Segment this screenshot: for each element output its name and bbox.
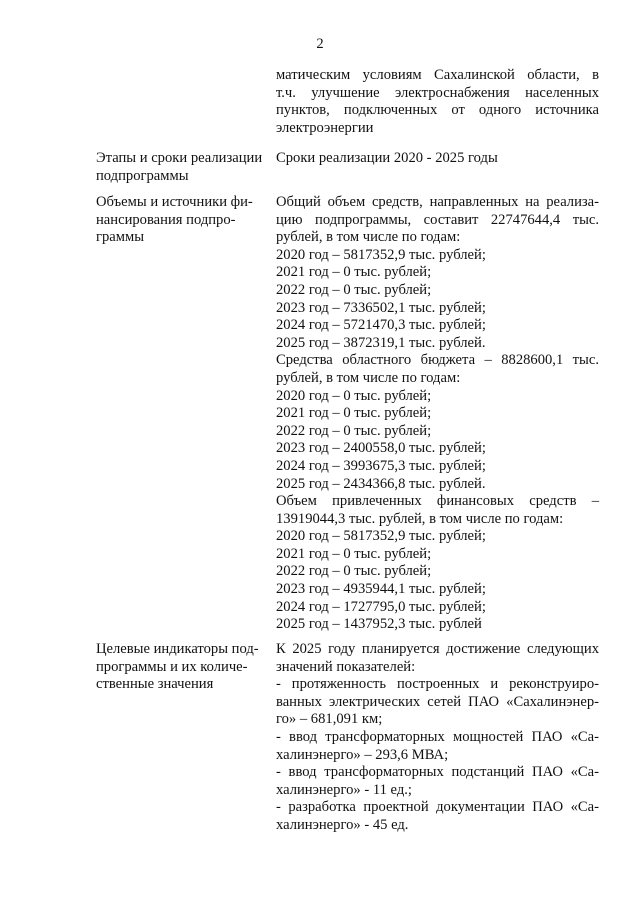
funding-line: 13919044,3 тыс. рублей, в том числе по годам: [276,510,564,527]
indicators-line: ванных электрических сетей ПАО «Сахалинэнер- [276,693,599,710]
continuation-line: матическим условиям Сахалинской области, в [276,67,599,83]
funding-line: 2020 год – 5817352,9 тыс. рублей; [276,528,486,545]
stages-value [276,150,599,168]
stages-text: Сроки реализации 2020 - 2025 годы [276,150,498,166]
funding-line: 2025 год – 2434366,8 тыс. рублей. [276,475,486,492]
indicators-line: значений показателей: [276,658,416,675]
indicators-line: го» – 681,091 км; [276,711,383,728]
funding-line: 2020 год – 5817352,9 тыс. рублей; [276,246,486,263]
funding-line: 2021 год – 0 тыс. рублей; [276,405,432,422]
indicators-line: - ввод трансформаторных подстанций ПАО «Са- [276,764,599,781]
indicators-line: - разработка проектной документации ПАО «Са- [276,799,599,816]
continuation-text [276,67,599,137]
funding-line: 2020 год – 0 тыс. рублей; [276,387,432,404]
continuation-line: пунктов, подключенных от одного источника [276,102,599,119]
funding-line: 2023 год – 2400558,0 тыс. рублей; [276,440,486,457]
funding-label-line: нансирования подпро- [96,211,236,228]
funding-line: 2022 год – 0 тыс. рублей; [276,563,432,580]
funding-label-line: Объемы и источники фи- [96,194,253,210]
funding-line: Средства областного бюджета – 8828600,1 тыс. [276,352,599,369]
funding-line: 2025 год – 3872319,1 тыс. рублей. [276,334,486,351]
indicators-line: - ввод трансформаторных мощностей ПАО «Са- [276,728,599,745]
funding-label-line: граммы [96,229,145,246]
funding-line: 2021 год – 0 тыс. рублей; [276,264,432,281]
indicators-line: халинэнерго» - 45 ед. [276,816,409,833]
funding-line: 2025 год – 1437952,3 тыс. рублей [276,616,482,633]
indicators-label [96,641,271,694]
funding-line: 2023 год – 4935944,1 тыс. рублей; [276,581,486,598]
funding-line: 2022 год – 0 тыс. рублей; [276,281,432,298]
funding-line: 2023 год – 7336502,1 тыс. рублей; [276,299,486,316]
funding-line: рублей, в том числе по годам: [276,369,461,386]
funding-line: рублей, в том числе по годам: [276,229,461,246]
funding-line: 2024 год – 3993675,3 тыс. рублей; [276,457,486,474]
indicators-line: халинэнерго» – 293,6 МВА; [276,746,449,763]
page-number: 2 [316,36,324,52]
funding-line: цию подпрограммы, составит 22747644,4 тыс. [276,211,599,228]
funding-text [276,194,599,634]
continuation-line: т.ч. улучшение электроснабжения населенных [276,84,599,101]
funding-line: Объем привлеченных финансовых средств – [276,493,599,510]
indicators-label-line: Целевые индикаторы под- [96,641,259,657]
funding-line: 2024 год – 1727795,0 тыс. рублей; [276,598,486,615]
indicators-text [276,641,599,835]
indicators-label-line: ственные значения [96,676,214,693]
continuation-line: электроэнергии [276,119,374,136]
indicators-line: халинэнерго» - 11 ед.; [276,781,412,798]
funding-label [96,194,271,247]
indicators-label-line: программы и их количе- [96,658,248,675]
stages-label: Этапы и сроки реализации подпрограммы [96,150,263,184]
indicators-line: К 2025 году планируется достижение следующих [276,641,599,657]
funding-line: 2021 год – 0 тыс. рублей; [276,545,432,562]
indicators-line: - протяженность построенных и реконструиро- [276,676,599,693]
funding-line: 2024 год – 5721470,3 тыс. рублей; [276,317,486,334]
funding-line: Общий объем средств, направленных на реализа- [276,194,599,210]
funding-line: 2022 год – 0 тыс. рублей; [276,422,432,439]
